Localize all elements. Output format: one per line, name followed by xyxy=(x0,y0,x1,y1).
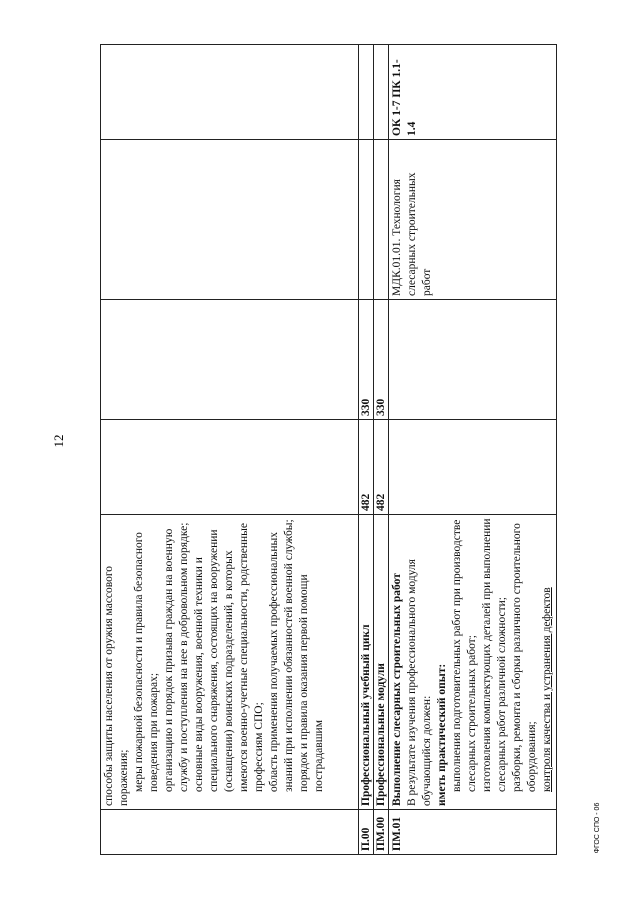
row-code: ПМ.00 xyxy=(374,810,389,855)
competency-cell xyxy=(359,45,374,140)
experience-heading: иметь практический опыт: xyxy=(436,663,448,806)
module-intro: В результате изучения профессионального модуля обучающийся должен: xyxy=(406,559,433,806)
required-hours-value: 330 xyxy=(374,300,389,420)
course-cell xyxy=(359,140,374,300)
max-load-value: 482 xyxy=(374,420,389,515)
rotated-table-wrapper xyxy=(100,45,553,855)
course-cell xyxy=(374,140,389,300)
module-title: Выполнение слесарных строительных работ xyxy=(391,573,403,806)
module-content-cell xyxy=(389,515,557,810)
row-title: Профессиональный учебный цикл xyxy=(359,515,374,810)
experience-item: изготовления комплектующих деталей при выполнении слесарных работ различной сложности; xyxy=(481,518,508,792)
index-cell xyxy=(101,810,359,855)
competency-cell xyxy=(101,45,359,140)
content-line: способы защиты населения от оружия массового поражения; xyxy=(103,565,130,806)
required-hours-value: 330 xyxy=(359,300,374,420)
experience-item: разборки, ремонта и сборки различного строительного оборудования; xyxy=(511,523,538,792)
content-line: меры пожарной безопасности и правила безопасного поведения при пожарах; xyxy=(133,532,160,792)
row-title: Профессиональные модули xyxy=(374,515,389,810)
required-hours-cell xyxy=(389,300,557,420)
row-code: П.00 xyxy=(359,810,374,855)
table-row xyxy=(359,45,374,855)
content-cell xyxy=(101,515,359,810)
course-cell xyxy=(101,140,359,300)
row-code: ПМ.01 xyxy=(389,810,557,855)
max-load-value: 482 xyxy=(359,420,374,515)
content-line: основные виды вооружения, военной техники и специального снаряжения, состоящих на вооружении (оснащении) воинских подразделений, в которых имеются военно-учетные специальности, родственные профессиям СПО; xyxy=(193,522,265,792)
experience-item: контроля качества и устранения дефектов xyxy=(541,587,553,792)
table-row xyxy=(101,45,359,855)
footer-code: ФГОС СПО - 06 xyxy=(594,802,601,854)
competency-cell xyxy=(374,45,389,140)
content-line: область применения получаемых профессиональных знаний при исполнении обязанностей военной службы; xyxy=(268,519,295,792)
curriculum-table xyxy=(100,44,557,855)
course-name: МДК.01.01. Технология слесарных строительных работ xyxy=(389,140,557,300)
content-line: порядок и правила оказания первой помощи пострадавшим xyxy=(298,574,325,792)
max-load-cell xyxy=(389,420,557,515)
experience-item: выполнения подготовительных работ при производстве слесарных строительных работ; xyxy=(451,519,478,792)
content-line: организацию и порядок призыва граждан на военную службу и поступления на нее в добровольном порядке; xyxy=(163,522,190,792)
max-load-cell xyxy=(101,420,359,515)
required-hours-cell xyxy=(101,300,359,420)
table-row xyxy=(374,45,389,855)
table-row xyxy=(389,45,557,855)
page-number: 12 xyxy=(51,434,66,448)
competency-codes: ОК 1-7 ПК 1.1-1.4 xyxy=(389,45,557,140)
